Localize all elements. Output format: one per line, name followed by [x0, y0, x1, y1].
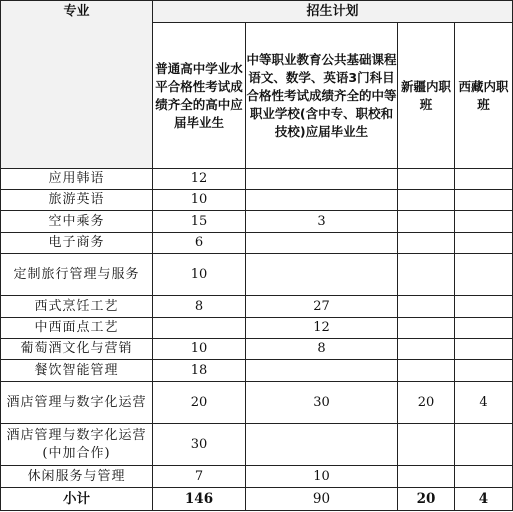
cell-c1: 20	[153, 382, 246, 424]
major-name: 酒店管理与数字化运营(中加合作)	[1, 424, 153, 466]
cell-c3	[398, 339, 455, 360]
cell-c1: 6	[153, 233, 246, 254]
cell-c2: 27	[246, 296, 398, 318]
cell-c3	[398, 360, 455, 382]
col-header-xinjiang: 新疆内职班	[398, 23, 455, 169]
cell-c3	[398, 233, 455, 254]
cell-c3	[398, 211, 455, 233]
major-name: 电子商务	[1, 233, 153, 254]
cell-c1: 7	[153, 466, 246, 488]
cell-c3	[398, 190, 455, 211]
cell-c4	[455, 360, 513, 382]
table-row	[1, 169, 513, 190]
table-row	[1, 233, 513, 254]
cell-c4	[455, 466, 513, 488]
major-header: 专业	[1, 1, 153, 169]
cell-c4	[455, 233, 513, 254]
cell-c4: 4	[455, 382, 513, 424]
cell-c1: 12	[153, 169, 246, 190]
total-c4: 4	[455, 488, 513, 511]
table-row	[1, 339, 513, 360]
major-name: 餐饮智能管理	[1, 360, 153, 382]
total-label: 小计	[1, 488, 153, 511]
cell-c2: 10	[246, 466, 398, 488]
cell-c2	[246, 169, 398, 190]
col-header-tibet: 西藏内职班	[455, 23, 513, 169]
total-row	[1, 488, 513, 511]
major-name: 葡萄酒文化与营销	[1, 339, 153, 360]
cell-c2: 30	[246, 382, 398, 424]
plan-header: 招生计划	[153, 1, 513, 23]
total-c1: 146	[153, 488, 246, 511]
cell-c1: 15	[153, 211, 246, 233]
cell-c3	[398, 169, 455, 190]
cell-c3	[398, 254, 455, 296]
major-name: 旅游英语	[1, 190, 153, 211]
cell-c2	[246, 254, 398, 296]
cell-c4	[455, 339, 513, 360]
cell-c2	[246, 190, 398, 211]
cell-c3	[398, 466, 455, 488]
col-header-high-school: 普通高中学业水平合格性考试成绩齐全的高中应届毕业生	[153, 23, 246, 169]
cell-c4	[455, 190, 513, 211]
cell-c4	[455, 254, 513, 296]
table-header-row	[1, 1, 513, 23]
cell-c1: 10	[153, 190, 246, 211]
total-c3: 20	[398, 488, 455, 511]
cell-c1: 30	[153, 424, 246, 466]
col-header-vocational: 中等职业教育公共基础课程语文、数学、英语3门科目合格性考试成绩齐全的中等职业学校(含中专、职校和技校)应届毕业生	[246, 23, 398, 169]
major-name: 西式烹饪工艺	[1, 296, 153, 318]
major-name: 休闲服务与管理	[1, 466, 153, 488]
cell-c4	[455, 296, 513, 318]
cell-c2	[246, 233, 398, 254]
total-c2: 90	[246, 488, 398, 511]
cell-c2: 8	[246, 339, 398, 360]
table-row	[1, 424, 513, 466]
cell-c3	[398, 296, 455, 318]
table-row	[1, 382, 513, 424]
cell-c2	[246, 424, 398, 466]
table-row	[1, 254, 513, 296]
cell-c4	[455, 424, 513, 466]
cell-c2: 12	[246, 318, 398, 339]
cell-c3	[398, 318, 455, 339]
cell-c1	[153, 318, 246, 339]
cell-c1: 18	[153, 360, 246, 382]
cell-c1: 8	[153, 296, 246, 318]
cell-c4	[455, 211, 513, 233]
major-name: 酒店管理与数字化运营	[1, 382, 153, 424]
cell-c3	[398, 424, 455, 466]
table-row	[1, 296, 513, 318]
major-name: 中西面点工艺	[1, 318, 153, 339]
table-row	[1, 211, 513, 233]
cell-c1: 10	[153, 339, 246, 360]
cell-c2: 3	[246, 211, 398, 233]
cell-c3: 20	[398, 382, 455, 424]
table-row	[1, 466, 513, 488]
cell-c1: 10	[153, 254, 246, 296]
table-row	[1, 360, 513, 382]
table-row	[1, 190, 513, 211]
table-row	[1, 318, 513, 339]
major-name: 定制旅行管理与服务	[1, 254, 153, 296]
cell-c2	[246, 360, 398, 382]
major-name: 空中乘务	[1, 211, 153, 233]
major-name: 应用韩语	[1, 169, 153, 190]
cell-c4	[455, 169, 513, 190]
cell-c4	[455, 318, 513, 339]
